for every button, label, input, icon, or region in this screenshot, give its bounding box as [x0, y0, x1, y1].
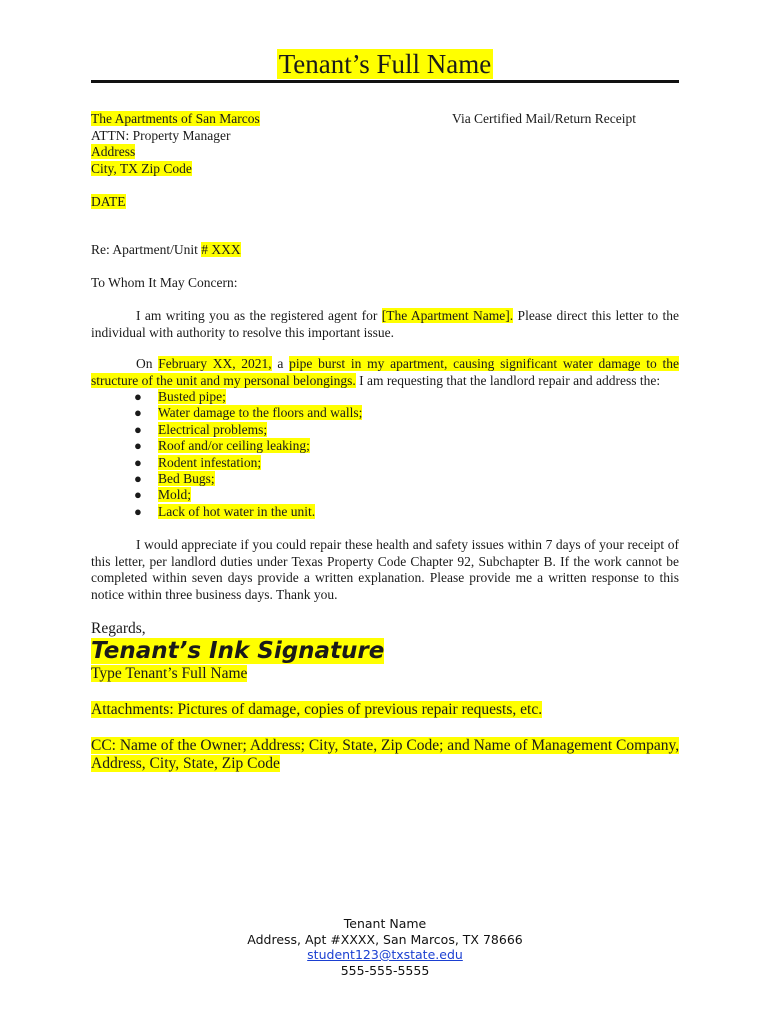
bullet-icon: ●: [134, 503, 142, 519]
signature-text: Tenant’s Ink Signature: [91, 638, 385, 664]
title-divider: [91, 80, 679, 83]
page-title-text: Tenant’s Full Name: [278, 49, 492, 79]
typed-name-text: Type Tenant’s Full Name: [91, 665, 248, 682]
list-item: ● Mold;: [134, 487, 192, 503]
bullet-icon: ●: [134, 487, 142, 503]
incident-date: February XX, 2021,: [158, 356, 272, 371]
p2-mid: a: [271, 356, 290, 371]
paragraph-request: [91, 537, 679, 603]
footer-address: Address, Apt #XXXX, San Marcos, TX 78666: [247, 931, 523, 947]
bullet-icon: ●: [134, 421, 142, 437]
footer-name: Tenant Name: [343, 916, 427, 931]
subject-prefix: Re: Apartment/Unit: [91, 242, 202, 257]
apartment-name: [The Apartment Name].: [381, 308, 514, 323]
attachments-text: Attachments: Pictures of damage, copies of previous repair requests, etc.: [91, 701, 543, 718]
list-item: ● Roof and/or ceiling leaking;: [134, 438, 310, 454]
signature: [91, 636, 384, 666]
list-item: ● Rodent infestation;: [134, 454, 262, 470]
salutation: To Whom It May Concern:: [91, 275, 238, 290]
bullet-icon: ●: [134, 389, 142, 404]
recipient-name: The Apartments of San Marcos: [91, 111, 260, 126]
p1-after: Please direct this letter to the individual with authority to resolve this important issue.: [91, 308, 680, 340]
p2-after: I am requesting that the landlord repair and address the:: [355, 372, 661, 388]
date-field: [91, 194, 126, 211]
cc-text: CC: Name of the Owner; Address; City, State, Zip Code; and Name of Management Company, Address, City, State, Zip Code: [91, 737, 680, 772]
typed-name: [91, 665, 247, 683]
list-item: ● Water damage to the floors and walls;: [134, 405, 363, 421]
list-item: ● Lack of hot water in the unit.: [134, 503, 316, 519]
footer-email-link[interactable]: student123@txstate.edu: [307, 947, 463, 962]
closing: Regards,: [91, 620, 146, 637]
page-title: [0, 47, 770, 81]
footer-phone: 555-555-5555: [340, 962, 430, 978]
p2-lead: On: [136, 356, 159, 371]
list-item: ● Electrical problems;: [134, 421, 268, 437]
recipient-city: City, TX Zip Code: [91, 160, 192, 176]
bullet-icon: ●: [134, 471, 142, 487]
paragraph-issue: [91, 356, 679, 389]
list-item: ● Bed Bugs;: [134, 471, 215, 487]
unit-number: # XXX: [201, 242, 241, 257]
p3-text: I would appreciate if you could repair these health and safety issues within 7 days of your receipt of this letter, per landlord duties under Texas Property Code Chapter 92, Subchapter B. If the work cannot be completed within seven days provide a written explanation. Please provide me a written response to this notice within three business days. Thank you.: [91, 537, 679, 602]
delivery-method: Via Certified Mail/Return Receipt: [452, 111, 637, 126]
recipient-address: Address: [91, 144, 136, 159]
bullet-icon: ●: [134, 405, 142, 421]
bullet-icon: ●: [134, 438, 142, 454]
date-text: DATE: [91, 194, 126, 209]
footer: [0, 916, 770, 978]
p1-before: I am writing you as the registered agent for: [136, 308, 382, 323]
attachments: [91, 701, 542, 719]
recipient-attn: ATTN: Property Manager: [91, 127, 231, 143]
repair-list: [134, 389, 362, 520]
recipient-block: [91, 111, 260, 177]
list-item: ● Busted pipe;: [134, 389, 226, 404]
bullet-icon: ●: [134, 454, 142, 470]
subject-line: [91, 242, 241, 259]
incident-description: pipe burst in my apartment, causing significant water damage to the structure of the unit and my personal belongings.: [91, 356, 679, 388]
paragraph-agent: [91, 308, 679, 341]
carbon-copy: [91, 737, 681, 772]
